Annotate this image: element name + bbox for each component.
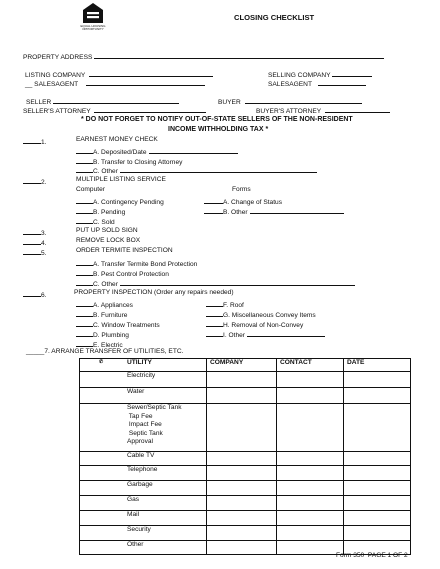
item-2c-label: C. Sold [93, 219, 115, 226]
item-4-number: 4. [41, 240, 47, 247]
item-6-number: 6. [41, 292, 47, 299]
item-6i-label: I. Other [223, 332, 245, 339]
item-5c-row[interactable] [76, 279, 355, 289]
contact-cell[interactable] [277, 541, 344, 555]
item-1a-row[interactable] [76, 147, 238, 157]
item-5c-line[interactable] [120, 279, 355, 286]
contact-cell[interactable] [277, 372, 344, 388]
item-3-blank[interactable] [23, 228, 41, 235]
seller-line[interactable] [53, 97, 179, 104]
item-2c-blank[interactable] [76, 217, 93, 224]
table-row [80, 372, 411, 388]
item-6-row [23, 290, 47, 300]
item-1c-label: C. Other [93, 168, 118, 175]
item-1c-line[interactable] [120, 166, 317, 173]
buyers-attorney-field[interactable] [256, 106, 390, 116]
company-cell[interactable] [207, 404, 277, 452]
date-cell[interactable] [344, 481, 411, 496]
buyer-label: BUYER [218, 99, 241, 106]
item-2b-label: B. Pending [93, 209, 126, 216]
company-cell[interactable] [207, 526, 277, 541]
page-number: PAGE 1 OF 2 [367, 552, 408, 559]
date-cell[interactable] [344, 452, 411, 466]
date-cell[interactable] [344, 526, 411, 541]
buyers-attorney-label: BUYER'S ATTORNEY [256, 108, 322, 115]
item-2-label: MULTIPLE LISTING SERVICE [76, 176, 166, 183]
company-cell[interactable] [207, 496, 277, 511]
utility-name: Security [80, 526, 207, 541]
item-6b-blank[interactable] [76, 310, 93, 317]
item-2-form-b-blank[interactable] [204, 207, 223, 214]
property-address-field[interactable] [23, 52, 384, 62]
company-cell[interactable] [207, 511, 277, 526]
item-4-label: REMOVE LOCK BOX [76, 237, 141, 244]
item-5-label: ORDER TERMITE INSPECTION [76, 247, 173, 254]
item-1-number: 1. [41, 139, 47, 146]
table-row [80, 481, 411, 496]
item-6c-label: C. Window Treatments [93, 322, 160, 329]
item-6a-blank[interactable] [76, 300, 93, 307]
item-2-blank[interactable] [23, 177, 41, 184]
contact-cell[interactable] [277, 466, 344, 481]
item-6h-blank[interactable] [206, 320, 223, 327]
item-6-label: PROPERTY INSPECTION (Order any repairs needed) [74, 289, 234, 296]
item-5b-row[interactable] [76, 269, 169, 279]
company-cell[interactable] [207, 452, 277, 466]
utility-name: Water [80, 388, 207, 404]
utility-name: Gas [80, 496, 207, 511]
item-1-blank[interactable] [23, 137, 41, 144]
date-cell[interactable] [344, 404, 411, 452]
salesagent-right-label: SALESAGENT [268, 81, 312, 88]
item-2-number: 2. [41, 179, 47, 186]
company-cell[interactable] [207, 481, 277, 496]
form-number: Form 350 [336, 552, 365, 559]
selling-company-line[interactable] [332, 70, 372, 77]
contact-header: CONTACT [277, 359, 344, 372]
utility-name: Electricity [80, 372, 207, 388]
item-2a-row[interactable] [76, 197, 164, 207]
salesagent-right-field[interactable] [268, 79, 366, 89]
item-5b-label: B. Pest Control Protection [93, 271, 169, 278]
table-row [80, 526, 411, 541]
sellers-attorney-label: SELLER'S ATTORNEY [23, 108, 91, 115]
item-2c-row[interactable] [76, 217, 115, 227]
phone-icon: ✆ [99, 359, 104, 365]
buyer-line[interactable] [245, 97, 362, 104]
item-6f-row[interactable] [206, 300, 244, 310]
item-6f-blank[interactable] [206, 300, 223, 307]
utility-name: Cable TV [80, 452, 207, 466]
item-6b-row[interactable] [76, 310, 127, 320]
salesagent-left-label: __ SALESAGENT [25, 81, 79, 88]
item-2-row [23, 177, 47, 187]
item-3-row [23, 228, 47, 238]
company-cell[interactable] [207, 541, 277, 555]
sellers-attorney-field[interactable] [23, 106, 206, 116]
date-header: DATE [344, 359, 411, 372]
item-7-label[interactable]: _____7. ARRANGE TRANSFER OF UTILITIES, ETC. [26, 348, 184, 355]
property-address-label: PROPERTY ADDRESS [23, 54, 93, 61]
listing-company-label: LISTING COMPANY [25, 72, 86, 79]
item-6a-row[interactable] [76, 300, 133, 310]
item-6c-blank[interactable] [76, 320, 93, 327]
selling-company-label: SELLING COMPANY [268, 72, 331, 79]
item-1-label: EARNEST MONEY CHECK [76, 136, 158, 143]
table-row [80, 496, 411, 511]
utility-table-header-row [80, 359, 411, 372]
item-5-row [23, 248, 47, 258]
listing-company-line[interactable] [89, 70, 213, 77]
item-1c-row[interactable] [76, 166, 317, 176]
item-2-form-a-label: A. Change of Status [223, 199, 283, 206]
salesagent-left-line[interactable] [86, 79, 205, 86]
item-6i-line[interactable] [247, 330, 325, 337]
salesagent-right-line[interactable] [318, 79, 366, 86]
item-2-form-b-label: B. Other [223, 209, 248, 216]
contact-cell[interactable] [277, 481, 344, 496]
item-6f-label: F. Roof [223, 302, 244, 309]
item-5-blank[interactable] [23, 248, 41, 255]
item-4-blank[interactable] [23, 238, 41, 245]
item-1b-blank[interactable] [76, 157, 93, 164]
item-6d-row[interactable] [76, 330, 129, 340]
utility-table [79, 358, 411, 555]
item-6h-label: H. Removal of Non-Convey [223, 322, 304, 329]
property-address-line[interactable] [94, 52, 384, 59]
logo-caption: EQUAL HOUSING OPPORTUNITY [80, 24, 106, 32]
item-1-row [23, 137, 47, 147]
utility-name: Mail [80, 511, 207, 526]
item-6g-blank[interactable] [206, 310, 223, 317]
table-row [80, 452, 411, 466]
item-4-row [23, 238, 47, 248]
contact-cell[interactable] [277, 496, 344, 511]
salesagent-left-field[interactable] [25, 79, 205, 89]
date-cell[interactable] [344, 372, 411, 388]
item-2-computer-label: Computer [76, 186, 105, 193]
contact-cell[interactable] [277, 452, 344, 466]
page-title: CLOSING CHECKLIST [234, 13, 315, 22]
company-cell[interactable] [207, 388, 277, 404]
date-cell[interactable] [344, 511, 411, 526]
notice-line-2: INCOME WITHHOLDING TAX * [168, 126, 269, 133]
item-1a-label: A. Deposited/Date [93, 149, 147, 156]
item-1a-line[interactable] [149, 147, 238, 154]
item-1c-blank[interactable] [76, 166, 93, 173]
item-6b-label: B. Furniture [93, 312, 128, 319]
item-2-form-b-row[interactable] [204, 207, 344, 217]
company-cell[interactable] [207, 466, 277, 481]
item-2-forms-label: Forms [232, 186, 251, 193]
company-cell[interactable] [207, 372, 277, 388]
buyers-attorney-line[interactable] [325, 106, 390, 113]
utility-name: Other [80, 541, 207, 555]
contact-cell[interactable] [277, 526, 344, 541]
utility-name: Sewer/Septic Tank Tap Fee Impact Fee Septic Tank Approval [80, 404, 207, 452]
item-6e-blank[interactable] [76, 340, 93, 347]
item-5-number: 5. [41, 250, 47, 257]
utility-header: ✆ UTILITY [80, 359, 207, 372]
item-6i-blank[interactable] [206, 330, 223, 337]
item-2-form-a-row[interactable] [204, 197, 282, 207]
item-6a-label: A. Appliances [93, 302, 133, 309]
table-row [80, 466, 411, 481]
item-6i-row[interactable] [206, 330, 325, 340]
item-6-blank[interactable] [23, 290, 41, 297]
item-1a-blank[interactable] [76, 147, 93, 154]
equal-housing-logo [82, 2, 104, 24]
item-2b-blank[interactable] [76, 207, 93, 214]
item-2b-row[interactable] [76, 207, 125, 217]
item-5a-label: A. Transfer Termite Bond Protection [93, 261, 198, 268]
notice-line-1: * DO NOT FORGET TO NOTIFY OUT-OF-STATE SELLERS OF THE NON-RESIDENT [81, 116, 353, 123]
company-header: COMPANY [207, 359, 277, 372]
sellers-attorney-line[interactable] [94, 106, 206, 113]
item-2a-blank[interactable] [76, 197, 93, 204]
contact-cell[interactable] [277, 388, 344, 404]
item-2a-label: A. Contingency Pending [93, 199, 164, 206]
item-5b-blank[interactable] [76, 269, 93, 276]
seller-label: SELLER [26, 99, 52, 106]
date-cell[interactable] [344, 496, 411, 511]
table-row [80, 388, 411, 404]
item-1b-label: B. Transfer to Closing Attorney [93, 159, 183, 166]
date-cell[interactable] [344, 466, 411, 481]
date-cell[interactable] [344, 388, 411, 404]
table-row [80, 404, 411, 452]
item-5c-label: C. Other [93, 281, 118, 288]
item-6e-label: E. Electric [93, 342, 123, 349]
page-footer [336, 553, 408, 560]
item-3-label: PUT UP SOLD SIGN [76, 227, 138, 234]
item-2-form-b-line[interactable] [250, 207, 344, 214]
item-5a-row[interactable] [76, 259, 197, 269]
item-5c-blank[interactable] [76, 279, 93, 286]
table-row [80, 511, 411, 526]
item-3-number: 3. [41, 230, 47, 237]
item-6h-row[interactable] [206, 320, 303, 330]
item-6g-label: G. Miscellaneous Convey Items [223, 312, 316, 319]
utility-name: Telephone [80, 466, 207, 481]
item-6c-row[interactable] [76, 320, 160, 330]
utility-name: Garbage [80, 481, 207, 496]
contact-cell[interactable] [277, 404, 344, 452]
item-5a-blank[interactable] [76, 259, 93, 266]
item-6d-label: D. Plumbing [93, 332, 129, 339]
item-6g-row[interactable] [206, 310, 316, 320]
item-2-form-a-blank[interactable] [204, 197, 223, 204]
contact-cell[interactable] [277, 511, 344, 526]
item-6d-blank[interactable] [76, 330, 93, 337]
